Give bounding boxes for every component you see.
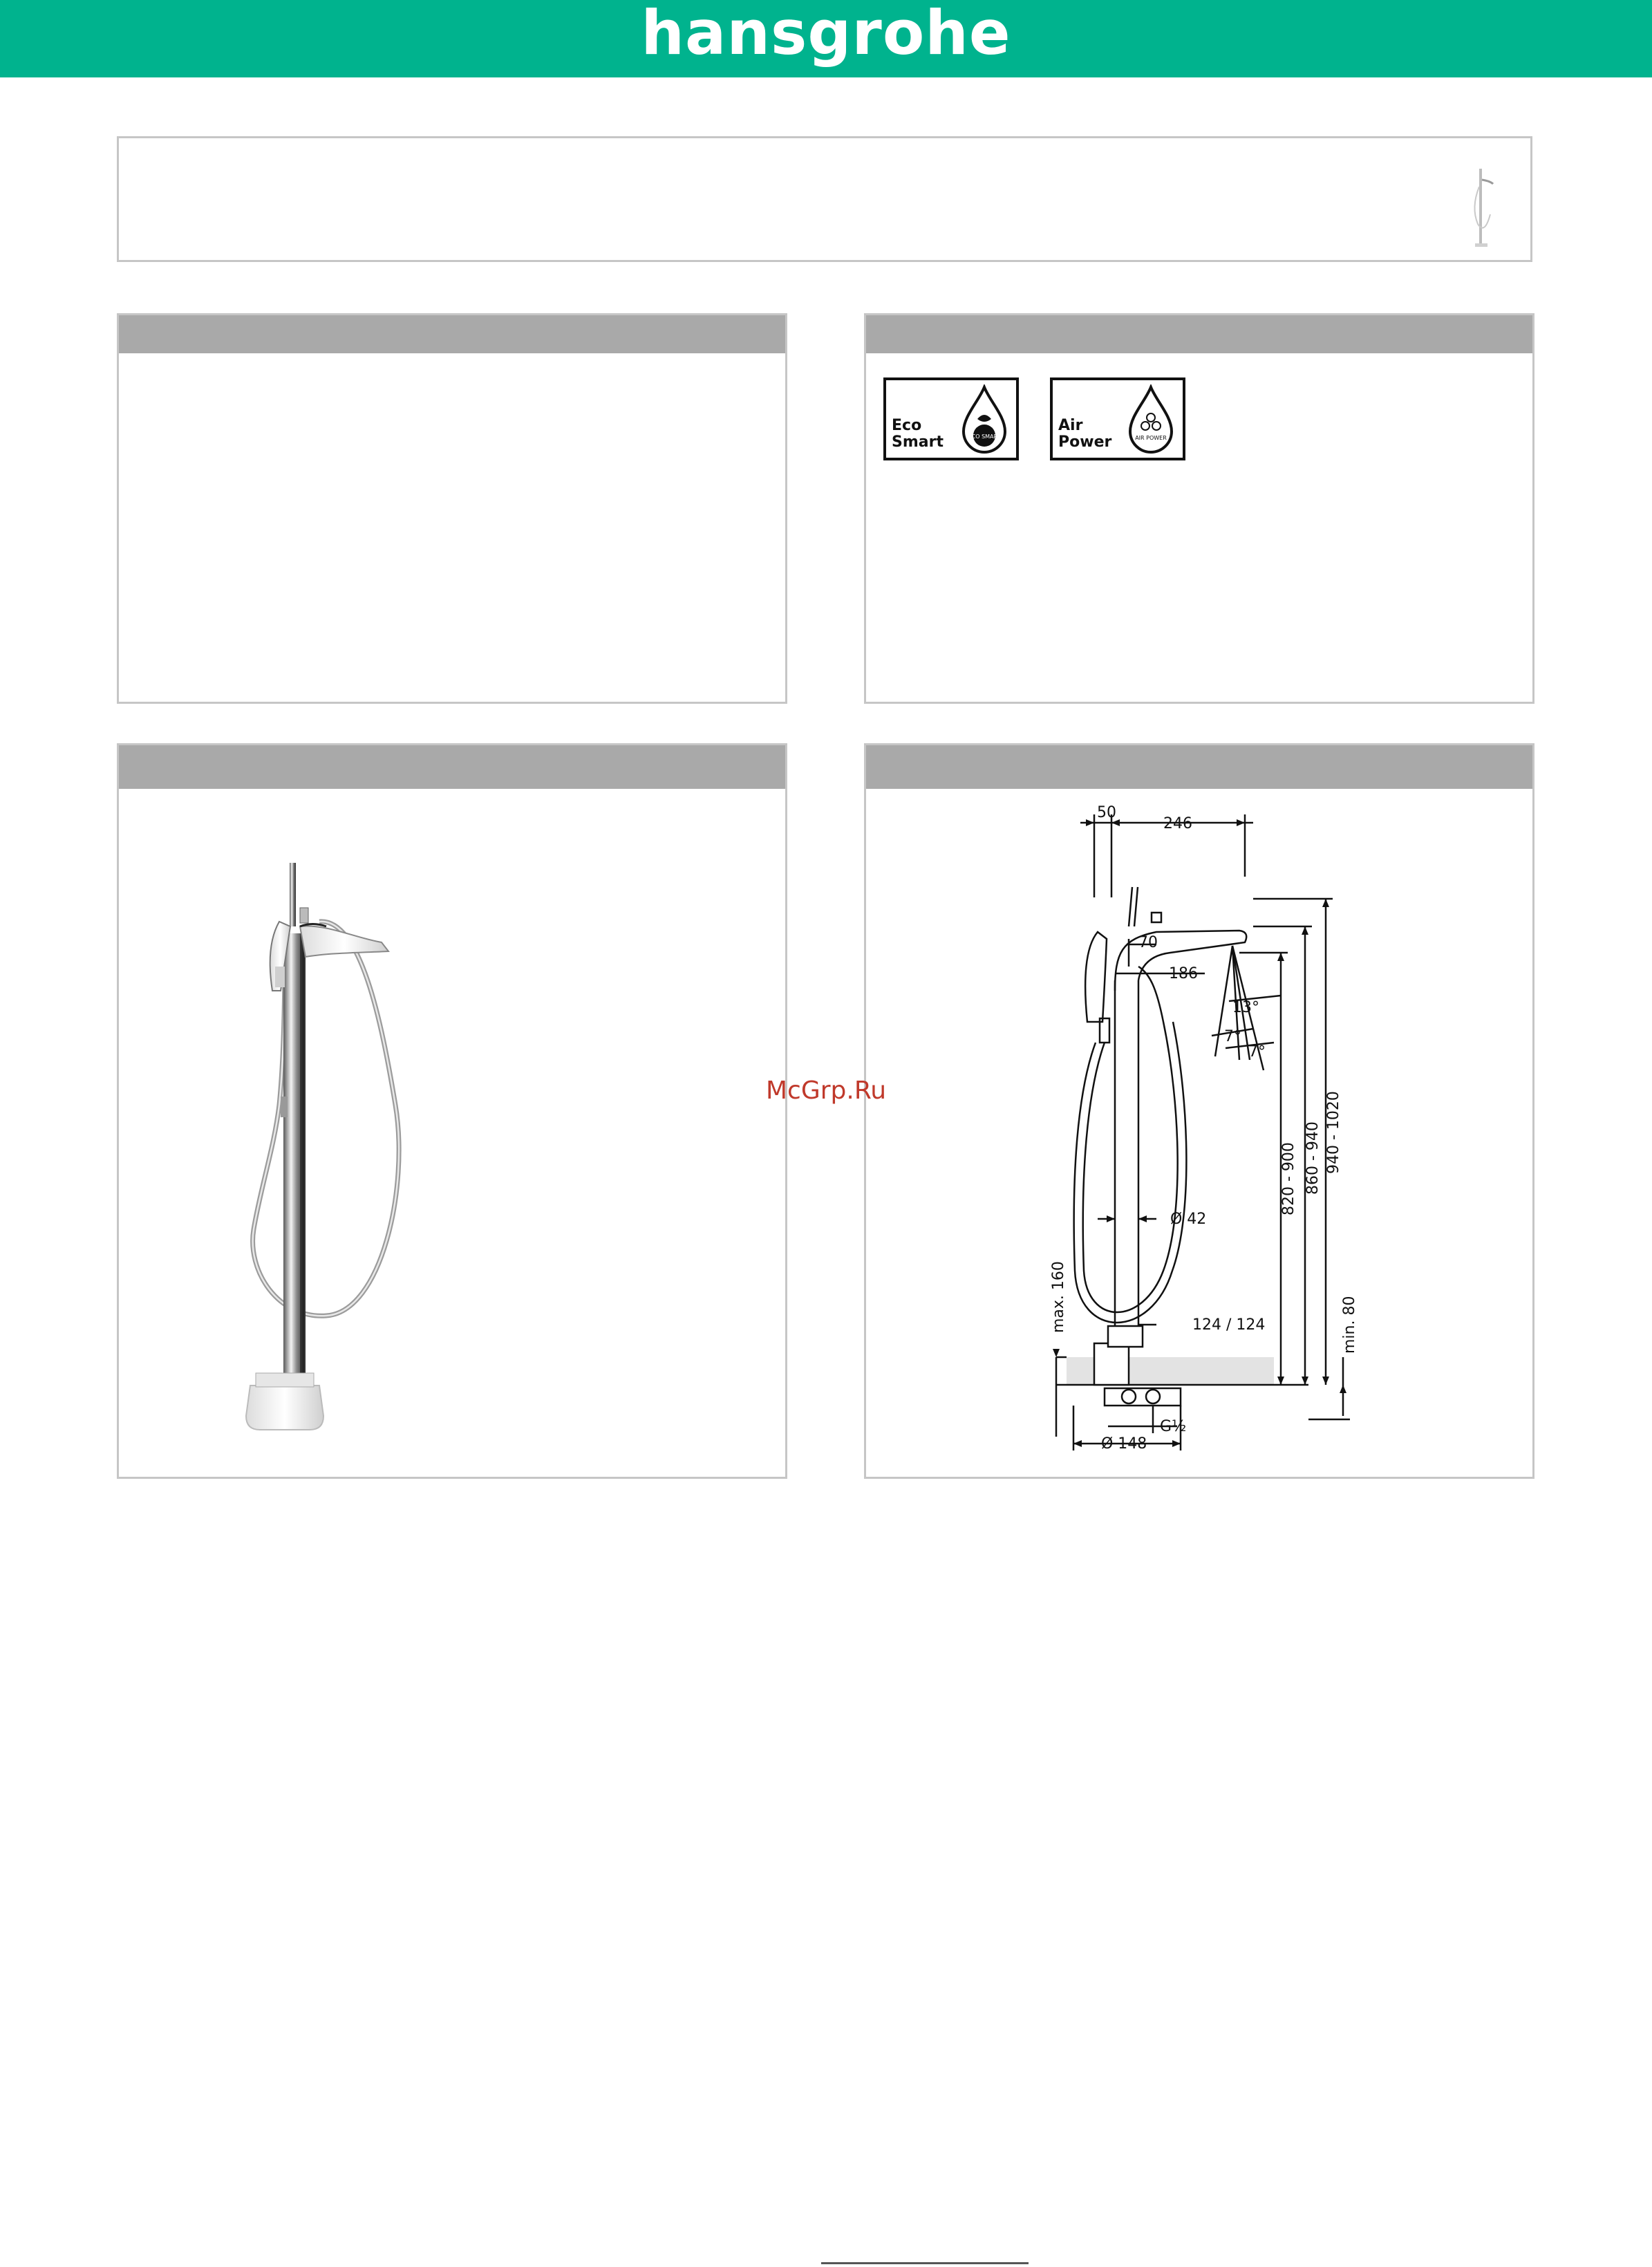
panel-header-bar bbox=[119, 315, 785, 353]
dim-diameter-42: Ø 42 bbox=[1170, 1211, 1207, 1228]
air-power-drop-icon bbox=[1125, 384, 1177, 456]
angle-13: 13° bbox=[1232, 999, 1259, 1016]
angle-7a: 7° bbox=[1224, 1028, 1241, 1045]
hansgrohe-logo: hansgrohe bbox=[641, 0, 1011, 68]
technical-drawing-panel bbox=[864, 743, 1534, 1479]
product-thumbnail-icon bbox=[1470, 166, 1497, 249]
footer-rule bbox=[821, 2262, 1029, 2264]
ecosmart-badge bbox=[883, 377, 1019, 460]
air-power-small-text: AIR POWER bbox=[1135, 435, 1167, 441]
dim-860-940: 860 - 940 bbox=[1304, 1121, 1322, 1195]
dimension-drawing bbox=[866, 745, 1532, 1477]
eco-smart-small-text: ECO SMART bbox=[968, 433, 1001, 440]
info-panel-left bbox=[117, 313, 787, 704]
panel-header-bar bbox=[866, 315, 1532, 353]
dim-148: Ø 148 bbox=[1101, 1435, 1147, 1453]
dim-min-80: min. 80 bbox=[1341, 1296, 1358, 1354]
dim-g12: G½ bbox=[1160, 1418, 1187, 1435]
watermark-text: McGrp.Ru bbox=[765, 1076, 887, 1105]
dim-246: 246 bbox=[1163, 815, 1192, 832]
title-box bbox=[117, 136, 1532, 262]
badge-line-1: Eco bbox=[892, 417, 922, 434]
header-bar bbox=[0, 0, 1652, 77]
angle-7b: 7° bbox=[1248, 1043, 1266, 1061]
dim-940-1020: 940 - 1020 bbox=[1325, 1091, 1342, 1174]
features-panel bbox=[864, 313, 1534, 704]
dim-820-900: 820 - 900 bbox=[1280, 1142, 1297, 1215]
dim-186: 186 bbox=[1169, 965, 1198, 982]
ecosmart-label bbox=[892, 418, 944, 451]
airpower-label bbox=[1058, 418, 1111, 451]
badge-line-2: Power bbox=[1058, 433, 1112, 451]
dim-max-160: max. 160 bbox=[1050, 1261, 1067, 1333]
badge-line-1: Air bbox=[1058, 417, 1083, 434]
dim-124: 124 / 124 bbox=[1192, 1316, 1266, 1334]
product-image-panel bbox=[117, 743, 787, 1479]
dim-50: 50 bbox=[1097, 804, 1116, 821]
eco-smart-drop-icon bbox=[958, 384, 1011, 456]
dim-70: 70 bbox=[1138, 934, 1158, 951]
airpower-badge bbox=[1050, 377, 1185, 460]
badge-line-2: Smart bbox=[892, 433, 944, 451]
freestanding-bath-mixer-image bbox=[119, 745, 785, 1477]
